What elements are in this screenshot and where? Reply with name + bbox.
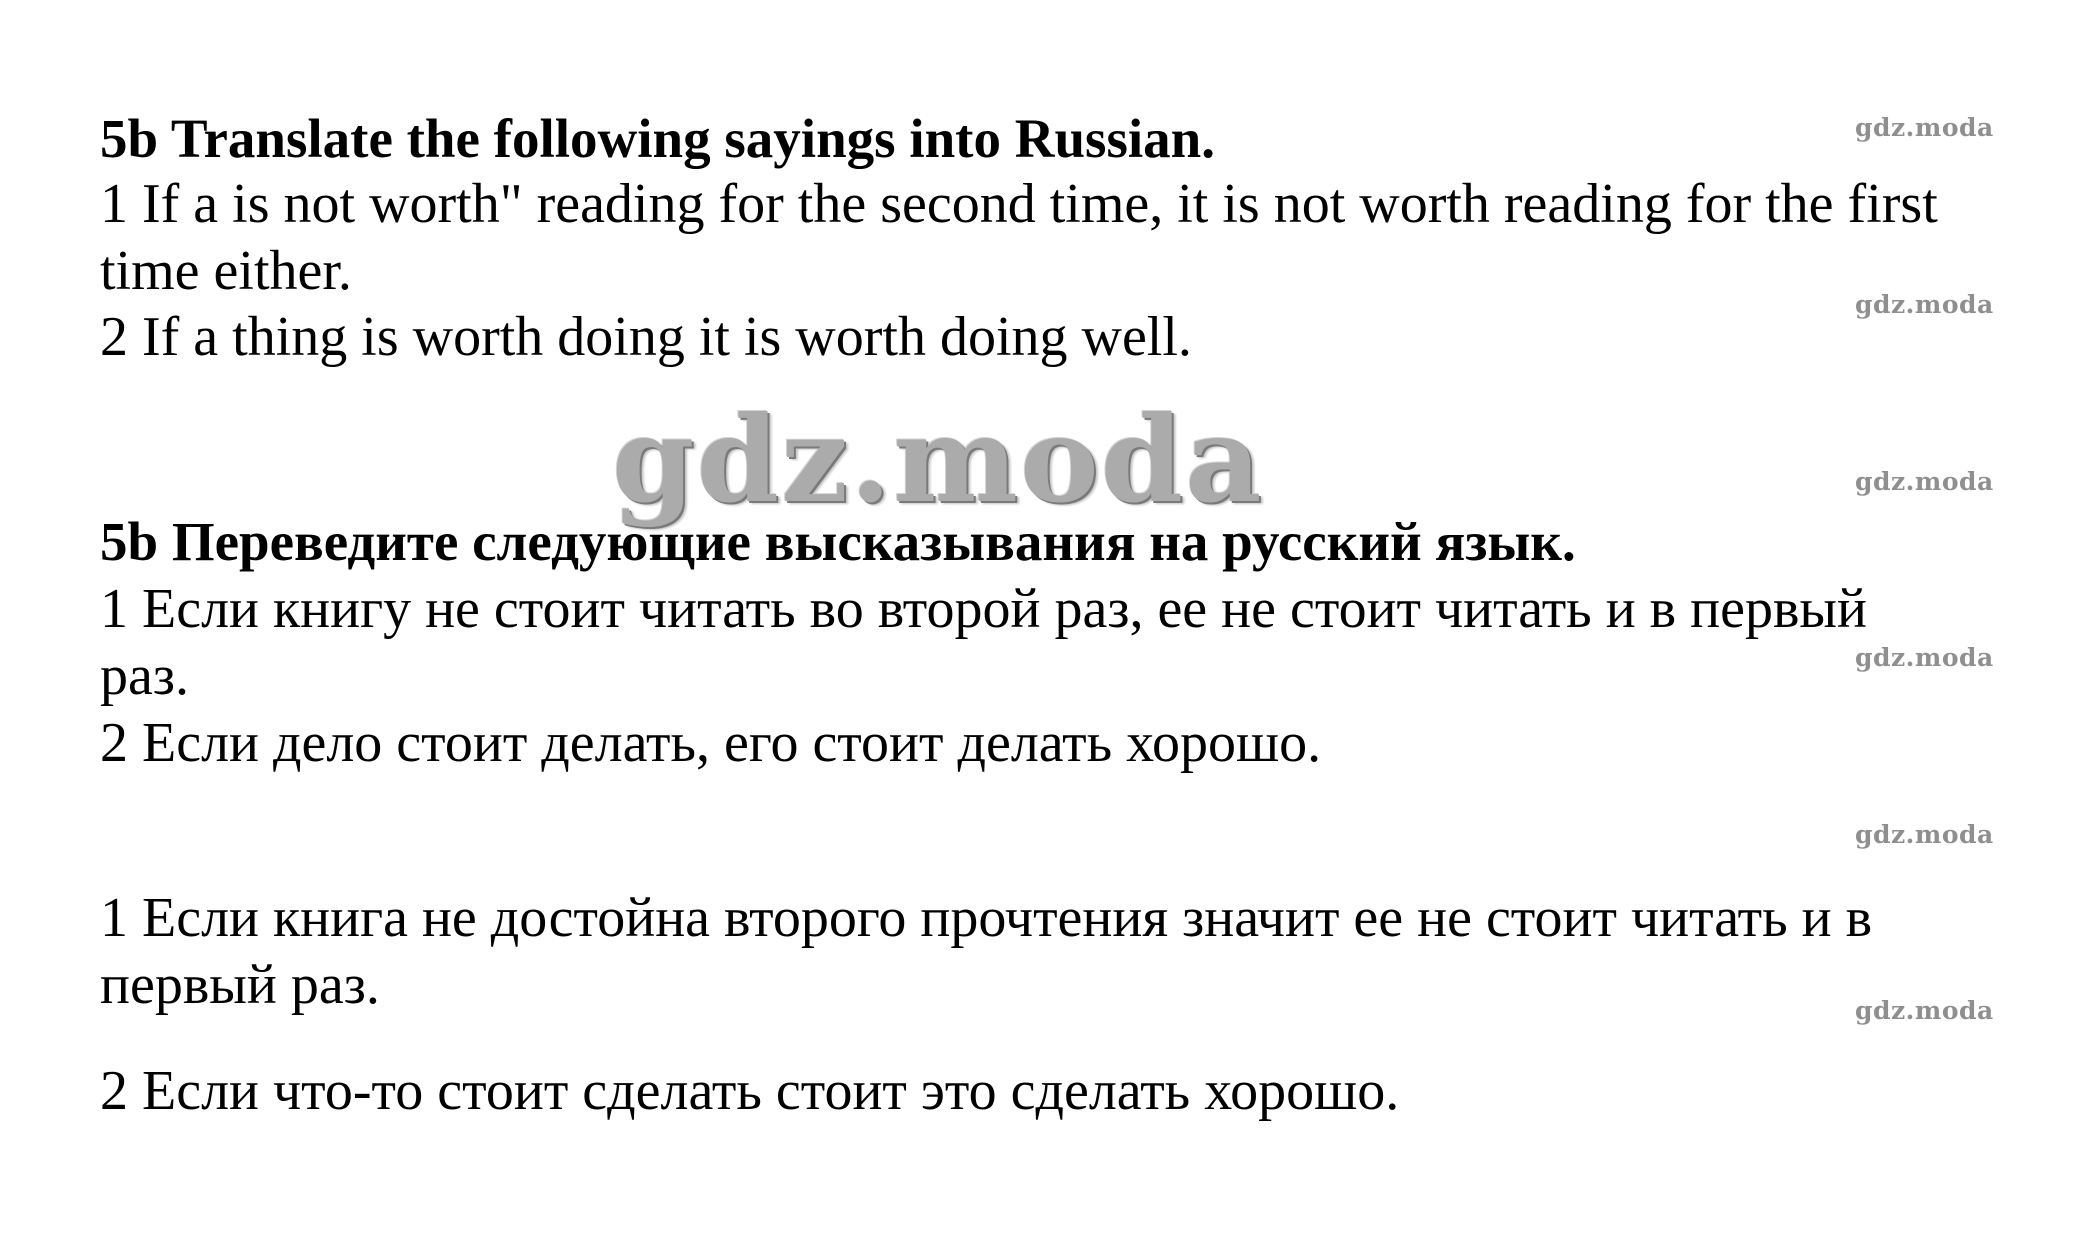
- russian-task-heading: 5b Переведите следующие высказывания на русский язык.: [100, 511, 1576, 572]
- watermark-small: gdz.moda: [1855, 290, 1994, 319]
- russian-saying-1-line-2: раз.: [100, 645, 189, 707]
- english-saying-2: 2 If a thing is worth doing it is worth doing well.: [100, 306, 1192, 368]
- english-saying-1-line-2: time either.: [100, 240, 352, 302]
- watermark-small: gdz.moda: [1855, 820, 1994, 849]
- watermark-small: gdz.moda: [1855, 467, 1994, 496]
- watermark-small: gdz.moda: [1855, 113, 1994, 142]
- watermark-large: gdz.moda: [612, 390, 1264, 529]
- answer-1-line-1: 1 Если книга не достойна второго прочтения значит ее не стоит читать и в: [100, 887, 1873, 949]
- answer-2: 2 Если что-то стоит сделать стоит это сделать хорошо.: [100, 1060, 1400, 1122]
- answer-1-line-2: первый раз.: [100, 954, 380, 1016]
- russian-saying-1-line-1: 1 Если книгу не стоит читать во второй раз, ее не стоит читать и в первый: [100, 578, 1867, 640]
- watermark-small: gdz.moda: [1855, 996, 1994, 1025]
- watermark-small: gdz.moda: [1855, 643, 1994, 672]
- english-saying-1-line-1: 1 If a is not worth" reading for the second time, it is not worth reading for the first: [100, 173, 1938, 235]
- english-task-heading: 5b Translate the following sayings into Russian.: [100, 108, 1215, 169]
- russian-saying-2: 2 Если дело стоит делать, его стоит делать хорошо.: [100, 712, 1322, 774]
